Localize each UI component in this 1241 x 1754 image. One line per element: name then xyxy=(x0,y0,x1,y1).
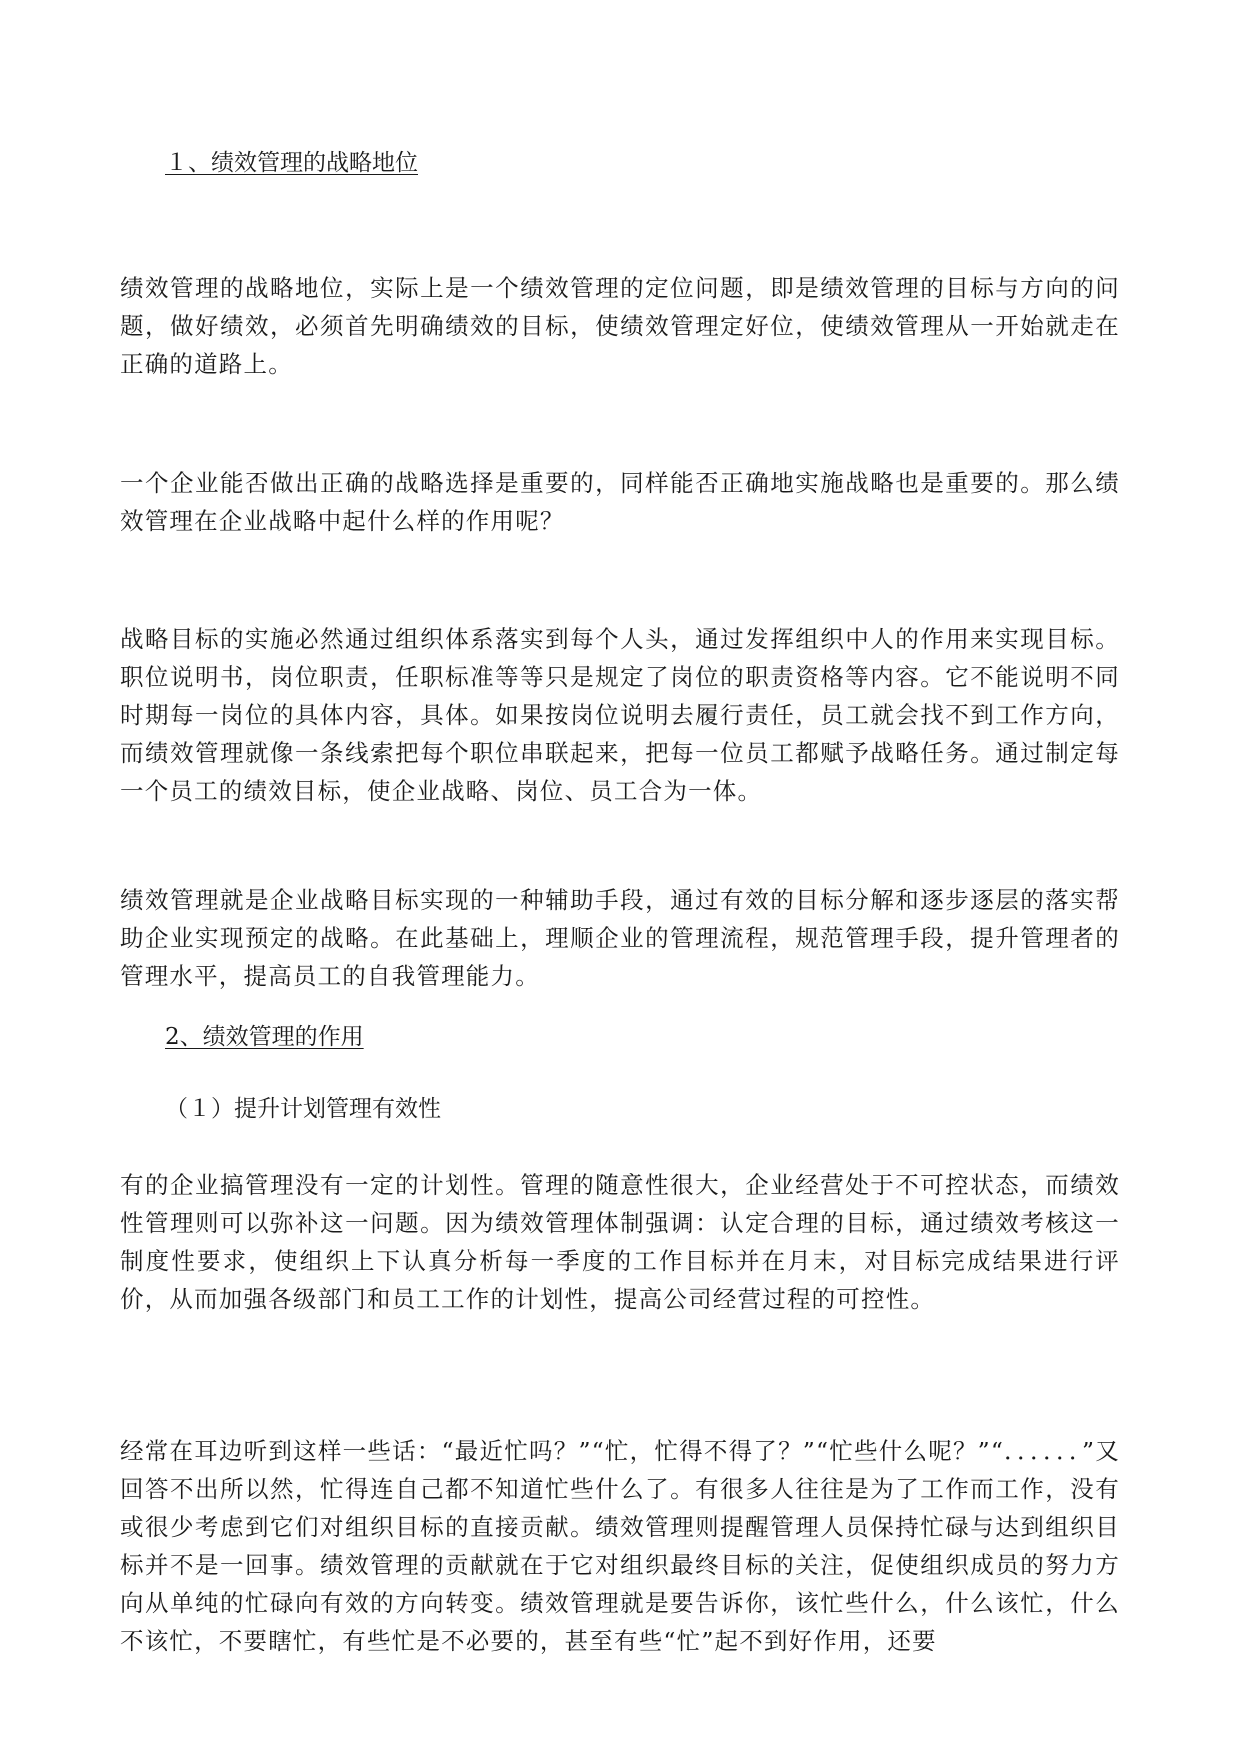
subsection-heading-planning: （１）提升计划管理有效性 xyxy=(165,1096,441,1122)
paragraph: 战略目标的实施必然通过组织体系落实到每个人头，通过发挥组织中人的作用来实现目标。职位说明书，岗位职责，任职标准等等只是规定了岗位的职责资格等内容。它不能说明不同时期每一岗位的具体内容，具体。如果按岗位说明去履行责任，员工就会找不到工作方向，而绩效管理就像一条线索把每个职位串联起来，把每一位员工都赋予战略任务。通过制定每一个员工的绩效目标，使企业战略、岗位、员工合为一体。 xyxy=(120,625,1120,805)
paragraph: 绩效管理就是企业战略目标实现的一种辅助手段，通过有效的目标分解和逐步逐层的落实帮助企业实现预定的战略。在此基础上，理顺企业的管理流程，规范管理手段，提升管理者的管理水平，提高员工的自我管理能力。 xyxy=(120,886,1120,990)
section-heading-role: 2、绩效管理的作用 xyxy=(165,1024,364,1050)
paragraph: 一个企业能否做出正确的战略选择是重要的，同样能否正确地实施战略也是重要的。那么绩效管理在企业战略中起什么样的作用呢？ xyxy=(120,469,1120,535)
section-heading-strategic-position: １、绩效管理的战略地位 xyxy=(165,150,418,176)
paragraph: 经常在耳边听到这样一些话：“最近忙吗？”“忙，忙得不得了？”“忙些什么呢？”“．．．．．．”又回答不出所以然，忙得连自己都不知道忙些什么了。有很多人往往是为了工作而工作，没有或很少考虑到它们对组织目标的直接贡献。绩效管理则提醒管理人员保持忙碌与达到组织目标并不是一回事。绩效管理的贡献就在于它对组织最终目标的关注，促使组织成员的努力方向从单纯的忙碌向有效的方向转变。绩效管理就是要告诉你，该忙些什么，什么该忙，什么不该忙，不要瞎忙，有些忙是不必要的，甚至有些“忙”起不到好作用，还要 xyxy=(120,1437,1120,1655)
paragraph: 绩效管理的战略地位，实际上是一个绩效管理的定位问题，即是绩效管理的目标与方向的问题，做好绩效，必须首先明确绩效的目标，使绩效管理定好位，使绩效管理从一开始就走在正确的道路上。 xyxy=(120,274,1120,378)
paragraph: 有的企业搞管理没有一定的计划性。管理的随意性很大，企业经营处于不可控状态，而绩效性管理则可以弥补这一问题。因为绩效管理体制强调：认定合理的目标，通过绩效考核这一制度性要求，使组织上下认真分析每一季度的工作目标并在月末，对目标完成结果进行评价，从而加强各级部门和员工工作的计划性，提高公司经营过程的可控性。 xyxy=(120,1171,1120,1313)
